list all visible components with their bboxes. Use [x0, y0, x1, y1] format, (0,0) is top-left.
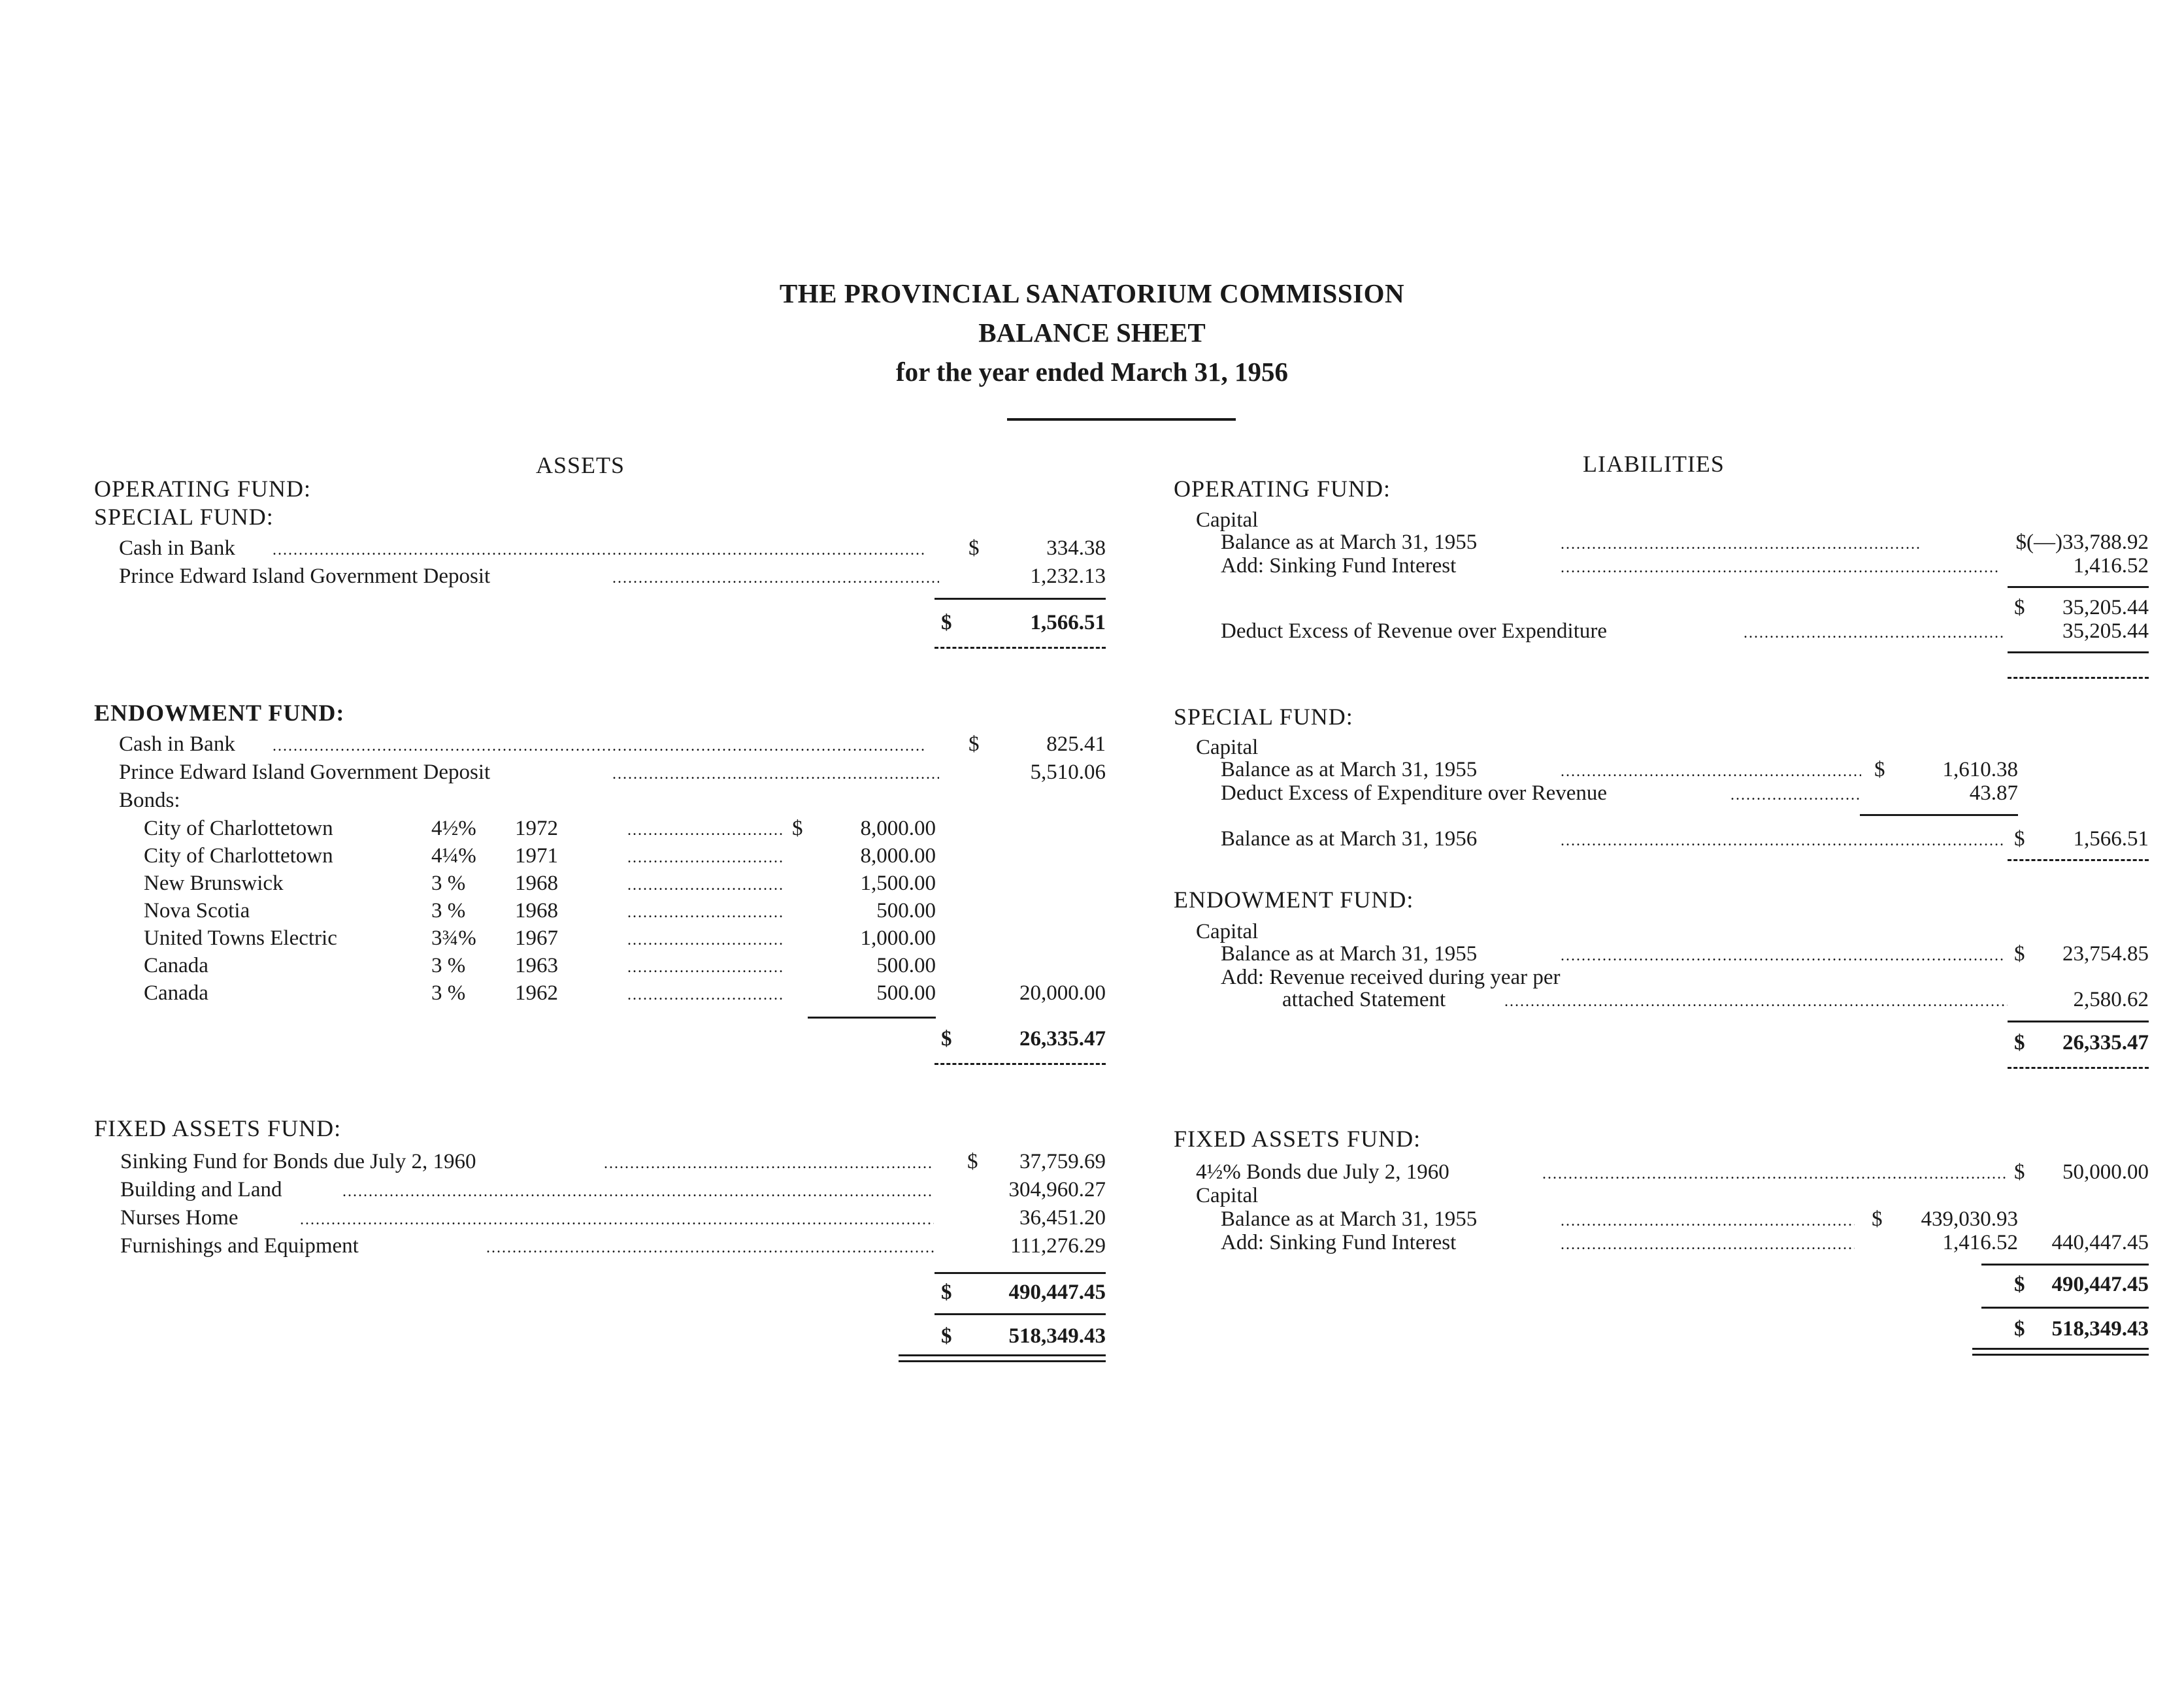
bond-year: 1963: [515, 954, 558, 977]
dollar-sign: $: [2014, 596, 2025, 619]
dot-leader: [300, 1205, 934, 1231]
dollar-sign: $: [2014, 1031, 2025, 1054]
bond-row: [144, 980, 1106, 1006]
op-balance-1955-row: Balance as at March 31, 1955 ..... $(—)33,788.92: [1221, 529, 2149, 555]
fixed-asset-amount: 111,276.29: [1010, 1234, 1106, 1258]
subtotal-rule: [1981, 1307, 2149, 1309]
fixed-asset-row: [120, 1233, 1106, 1259]
dollar-sign: $: [2014, 827, 2025, 851]
dashed-rule: [2008, 1067, 2149, 1069]
special-cash-row: Cash in Bank ..... $ 334.38: [119, 535, 1106, 561]
fixed-asset-amount: 36,451.20: [1019, 1206, 1106, 1230]
subtotal-rule: [1860, 814, 2018, 816]
dot-leader: [1561, 941, 2005, 967]
dot-leader: [627, 953, 784, 979]
bond-amount: 8,000.00: [860, 844, 936, 868]
fixed-asset-label: Building and Land: [120, 1178, 282, 1201]
dot-leader: [627, 870, 784, 896]
bond-name: United Towns Electric: [144, 926, 337, 950]
bond-rate: 4½%: [431, 817, 476, 840]
op-deduct-row: Deduct Excess of Revenue over Expenditure ..... 35,205.44: [1221, 618, 2149, 644]
dot-leader: [1561, 553, 1998, 579]
bond-name: Nova Scotia: [144, 899, 250, 923]
dot-leader: [1561, 757, 1861, 783]
bond-name: City of Charlottetown: [144, 844, 333, 868]
fx-balance-1955-amount: 439,030.93: [1921, 1207, 2018, 1231]
dot-leader: [612, 563, 939, 589]
bond-row: [144, 925, 1106, 951]
dot-leader: [273, 535, 926, 561]
op-subtotal-row: [2014, 595, 2149, 621]
endowment-deposit-amount: 5,510.06: [1030, 760, 1106, 784]
dashed-rule: [2008, 677, 2149, 679]
subtotal-rule: [935, 1313, 1106, 1315]
op-balance-1955-amount: $(—)33,788.92: [2015, 531, 2149, 554]
bonds-subtotal-rule: [808, 1017, 936, 1019]
op-deduct-amount: 35,205.44: [2062, 619, 2149, 643]
document-period: for the year ended March 31, 1956: [895, 357, 1289, 387]
liab-grand-total-amount: 518,349.43: [2051, 1317, 2149, 1341]
dot-leader: [1730, 780, 1861, 806]
dot-leader: [1561, 529, 1920, 555]
bond-year: 1962: [515, 981, 558, 1005]
dot-leader: [627, 925, 784, 951]
dot-leader: [604, 1149, 934, 1175]
dot-leader: [627, 843, 784, 869]
bond-rate: 3 %: [431, 981, 466, 1005]
fx-bonds-row: 4½% Bonds due July 2, 1960 ..... $ 50,000.00: [1196, 1159, 2149, 1185]
fixed-asset-row: [120, 1177, 1106, 1203]
bond-row: [144, 843, 1106, 869]
bond-year: 1972: [515, 817, 558, 840]
op-subtotal-amount: 35,205.44: [2062, 596, 2149, 619]
sp-deduct-row: Deduct Excess of Expenditure over Revenue ..... 43.87: [1221, 780, 2018, 806]
bond-amount: 500.00: [876, 954, 936, 977]
dot-leader: [627, 815, 784, 842]
dot-leader: [1561, 1230, 1855, 1256]
dot-leader: [612, 759, 939, 785]
fx-total-row: [2014, 1271, 2149, 1298]
fixed-asset-row: [120, 1205, 1106, 1231]
special-total-amount: 1,566.51: [1030, 611, 1106, 634]
fx-capital-total-amount: 440,447.45: [2051, 1231, 2149, 1254]
fixed-asset-amount: 304,960.27: [1008, 1178, 1106, 1201]
dollar-sign: $: [2014, 1317, 2025, 1341]
dot-leader: [1561, 826, 2005, 852]
document-title: THE PROVINCIAL SANATORIUM COMMISSION: [779, 278, 1405, 308]
fx-balance-1955-row: Balance as at March 31, 1955 ..... $ 439,030.93: [1221, 1206, 2018, 1232]
subtotal-rule: [1981, 1264, 2149, 1266]
dollar-sign: $: [967, 1150, 978, 1173]
en-total-amount: 26,335.47: [2062, 1031, 2149, 1054]
dashed-rule: [2008, 859, 2149, 861]
bond-amount: 500.00: [876, 981, 936, 1005]
dot-leader: [627, 898, 784, 924]
bond-rate: 3¾%: [431, 926, 476, 950]
endowment-deposit-row: Prince Edward Island Government Deposit ..... 5,510.06: [119, 759, 1106, 785]
dollar-sign: $: [1874, 758, 1885, 781]
bonds-total-amount: 20,000.00: [1019, 981, 1106, 1005]
bond-year: 1968: [515, 899, 558, 923]
special-deposit-row: Prince Edward Island Government Deposit ..... 1,232.13: [119, 563, 1106, 589]
dollar-sign: $: [941, 1324, 952, 1348]
dot-leader: [342, 1177, 934, 1203]
bond-year: 1967: [515, 926, 558, 950]
fixed-asset-label: Nurses Home: [120, 1206, 239, 1230]
endowment-total-row: [941, 1026, 1106, 1052]
fixed-total-row: [941, 1279, 1106, 1305]
bond-amount: 1,500.00: [860, 872, 936, 895]
special-deposit-amount: 1,232.13: [1030, 564, 1106, 588]
dollar-sign: $: [1872, 1207, 1883, 1231]
sp-deduct-amount: 43.87: [1969, 781, 2018, 805]
bond-year: 1971: [515, 844, 558, 868]
bond-name: City of Charlottetown: [144, 817, 333, 840]
fx-sinking-interest-amount: 1,416.52: [1942, 1231, 2018, 1254]
dollar-sign: $: [792, 817, 803, 840]
subtotal-rule: [2008, 1021, 2149, 1022]
sp-balance-1955-amount: 1,610.38: [1942, 758, 2018, 781]
document-subtitle: BALANCE SHEET: [978, 318, 1206, 348]
double-rule: [1972, 1348, 2149, 1356]
fixed-asset-amount: 37,759.69: [1019, 1150, 1106, 1173]
fixed-asset-label: Furnishings and Equipment: [120, 1234, 359, 1258]
dollar-sign: $: [941, 611, 952, 634]
en-balance-1955-row: Balance as at March 31, 1955 ..... $ 23,754.85: [1221, 941, 2149, 967]
fixed-asset-row: [120, 1149, 1106, 1175]
subtotal-rule: [2008, 586, 2149, 588]
dot-leader: [1542, 1159, 2006, 1185]
dot-leader: [273, 731, 926, 757]
sp-balance-1955-row: Balance as at March 31, 1955 ..... $ 1,610.38: [1221, 757, 2018, 783]
bond-row: [144, 870, 1106, 896]
bond-row: [144, 898, 1106, 924]
bond-rate: 4¼%: [431, 844, 476, 868]
bond-name: Canada: [144, 981, 208, 1005]
bond-row: [144, 953, 1106, 979]
subtotal-rule: [2008, 651, 2149, 653]
fixed-asset-label: Sinking Fund for Bonds due July 2, 1960: [120, 1150, 476, 1173]
dot-leader: [1744, 618, 2005, 644]
dollar-sign: $: [968, 732, 980, 756]
double-rule: [899, 1354, 1106, 1362]
bond-rate: 3 %: [431, 899, 466, 923]
dollar-sign: $: [941, 1281, 952, 1304]
subtotal-rule: [935, 598, 1106, 600]
special-total-row: [941, 610, 1106, 636]
bond-year: 1968: [515, 872, 558, 895]
dot-leader: [627, 980, 784, 1006]
en-balance-1955-amount: 23,754.85: [2062, 942, 2149, 966]
en-total-row: [2014, 1030, 2149, 1056]
dollar-sign: $: [2014, 1273, 2025, 1296]
special-cash-amount: 334.38: [1046, 536, 1106, 560]
dot-leader: [1561, 1206, 1855, 1232]
endowment-total-amount: 26,335.47: [1019, 1027, 1106, 1051]
dollar-sign: $: [968, 536, 980, 560]
dashed-rule: [935, 1063, 1106, 1065]
sp-balance-1956-row: Balance as at March 31, 1956 ..... $ 1,566.51: [1221, 826, 2149, 852]
assets-grand-total-row: [941, 1323, 1106, 1349]
dollar-sign: $: [2014, 1160, 2025, 1184]
bond-amount: 500.00: [876, 899, 936, 923]
liab-grand-total-row: [2014, 1316, 2149, 1342]
fx-bonds-amount: 50,000.00: [2062, 1160, 2149, 1184]
bond-rate: 3 %: [431, 954, 466, 977]
fx-sinking-interest-row: Add: Sinking Fund Interest ..... 1,416.52 440,447.45: [1221, 1230, 2149, 1256]
op-sinking-interest-row: Add: Sinking Fund Interest ..... 1,416.52: [1221, 553, 2149, 579]
dollar-sign: $: [2014, 942, 2025, 966]
bond-row: [144, 815, 1106, 842]
bond-name: New Brunswick: [144, 872, 284, 895]
dollar-sign: $: [941, 1027, 952, 1051]
en-revenue-row: attached Statement ..... 2,580.62: [1282, 987, 2149, 1013]
header-divider: [1007, 418, 1236, 421]
endowment-cash-row: Cash in Bank ..... $ 825.41: [119, 731, 1106, 757]
dashed-rule: [935, 647, 1106, 649]
endowment-cash-amount: 825.41: [1046, 732, 1106, 756]
dot-leader: [486, 1233, 934, 1259]
bond-amount: 8,000.00: [860, 817, 936, 840]
dot-leader: [1504, 987, 2008, 1013]
fx-total-amount: 490,447.45: [2051, 1273, 2149, 1296]
bond-name: Canada: [144, 954, 208, 977]
assets-grand-total-amount: 518,349.43: [1008, 1324, 1106, 1348]
op-sinking-interest-amount: 1,416.52: [2073, 554, 2149, 578]
subtotal-rule: [935, 1272, 1106, 1274]
bond-rate: 3 %: [431, 872, 466, 895]
fixed-total-amount: 490,447.45: [1008, 1281, 1106, 1304]
sp-balance-1956-amount: 1,566.51: [2073, 827, 2149, 851]
bond-amount: 1,000.00: [860, 926, 936, 950]
en-revenue-amount: 2,580.62: [2073, 988, 2149, 1011]
